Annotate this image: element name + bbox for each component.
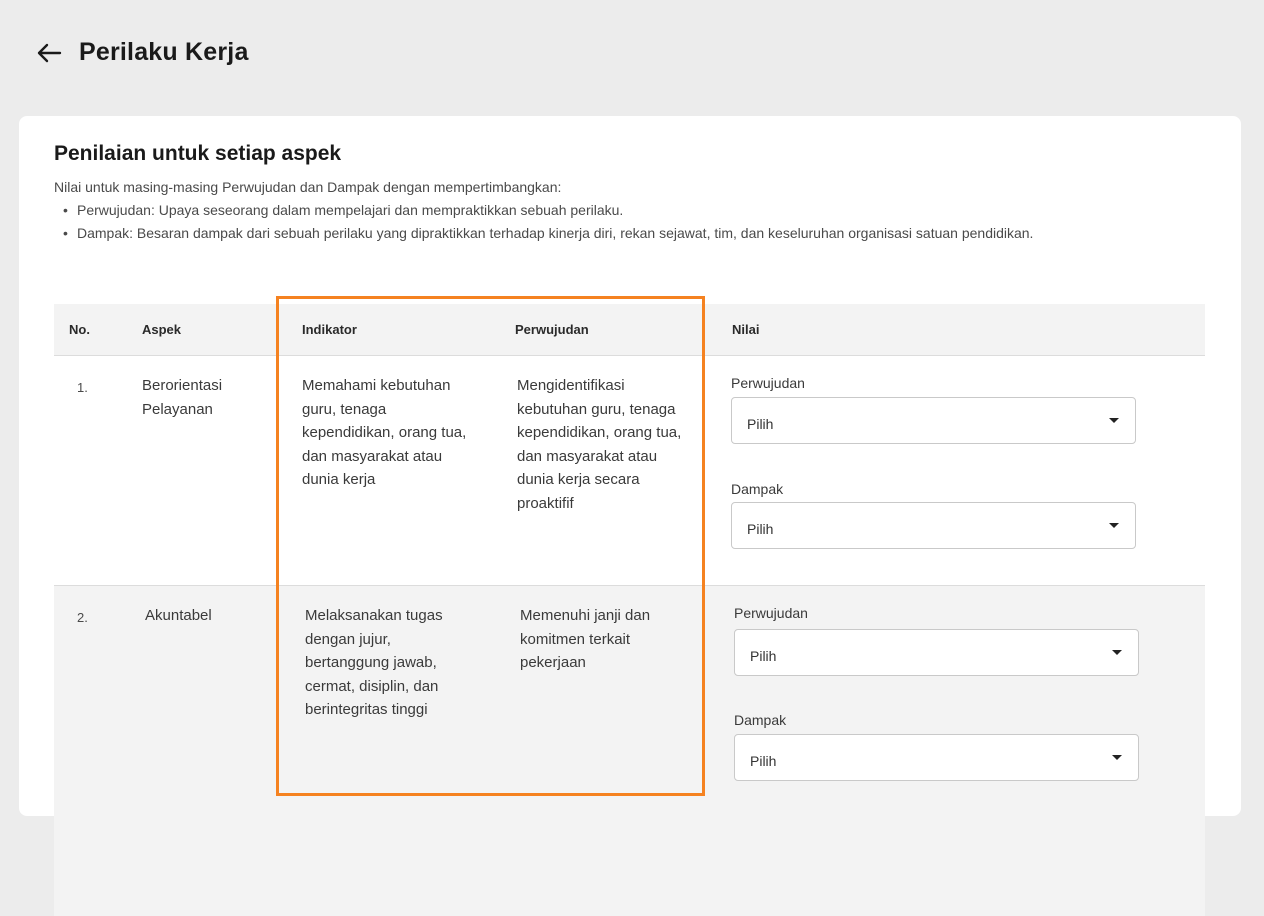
section-title: Penilaian untuk setiap aspek xyxy=(54,142,342,165)
bullet-dampak: • Dampak: Besaran dampak dari sebuah perilaku yang dipraktikkan terhadap kinerja diri, rekan sejawat, tim, dan keseluruhan organisasi satuan pendidikan. xyxy=(54,222,1034,245)
row-aspek: Akuntabel xyxy=(145,607,212,624)
bullet-perwujudan: • Perwujudan: Upaya seseorang dalam mempelajari dan mempraktikkan sebuah perilaku. xyxy=(54,199,1034,222)
dampak-label: Dampak xyxy=(731,481,784,497)
section-intro xyxy=(54,176,1034,245)
perwujudan-label: Perwujudan xyxy=(734,605,808,621)
header-perwujudan: Perwujudan xyxy=(515,322,589,337)
header-aspek: Aspek xyxy=(142,322,182,337)
table-header xyxy=(54,304,1205,356)
page-header xyxy=(0,0,1264,110)
intro-text: Nilai untuk masing-masing Perwujudan dan Dampak dengan mempertimbangkan: xyxy=(54,179,562,195)
perwujudan-select[interactable] xyxy=(734,629,1139,676)
row-indikator: Memahami kebutuhan guru, tenaga kependidikan, orang tua, dan masyarakat atau dunia kerja xyxy=(302,377,467,488)
table-row xyxy=(54,586,1205,916)
perwujudan-select[interactable] xyxy=(731,397,1136,444)
caret-down-icon xyxy=(1109,523,1119,528)
header-no: No. xyxy=(69,322,90,337)
row-perwujudan: Memenuhi janji dan komitmen terkait pekerjaan xyxy=(520,607,651,671)
dampak-label: Dampak xyxy=(734,712,787,728)
row-aspek: Berorientasi Pelayanan xyxy=(142,377,223,418)
select-value: Pilih xyxy=(750,648,777,664)
assessment-card xyxy=(19,116,1241,816)
header-indikator: Indikator xyxy=(302,322,357,337)
page-title: Perilaku Kerja xyxy=(79,38,249,66)
row-number: 1. xyxy=(77,380,88,395)
row-number: 2. xyxy=(77,610,88,625)
caret-down-icon xyxy=(1109,418,1119,423)
table-row xyxy=(54,356,1205,586)
select-value: Pilih xyxy=(747,416,774,432)
intro-bullets xyxy=(54,199,1034,245)
perwujudan-label: Perwujudan xyxy=(731,375,805,391)
header-nilai: Nilai xyxy=(732,322,760,337)
row-indikator: Melaksanakan tugas dengan jujur, bertanggung jawab, cermat, disiplin, dan berintegritas tinggi xyxy=(305,607,443,718)
select-value: Pilih xyxy=(750,753,777,769)
caret-down-icon xyxy=(1112,650,1122,655)
row-perwujudan: Mengidentifikasi kebutuhan guru, tenaga kependidikan, orang tua, dan masyarakat atau dunia kerja secara proaktifif xyxy=(517,377,682,512)
dampak-select[interactable] xyxy=(731,502,1136,549)
back-button[interactable] xyxy=(34,38,64,68)
arrow-left-icon xyxy=(36,42,62,64)
dampak-select[interactable] xyxy=(734,734,1139,781)
select-value: Pilih xyxy=(747,521,774,537)
caret-down-icon xyxy=(1112,755,1122,760)
